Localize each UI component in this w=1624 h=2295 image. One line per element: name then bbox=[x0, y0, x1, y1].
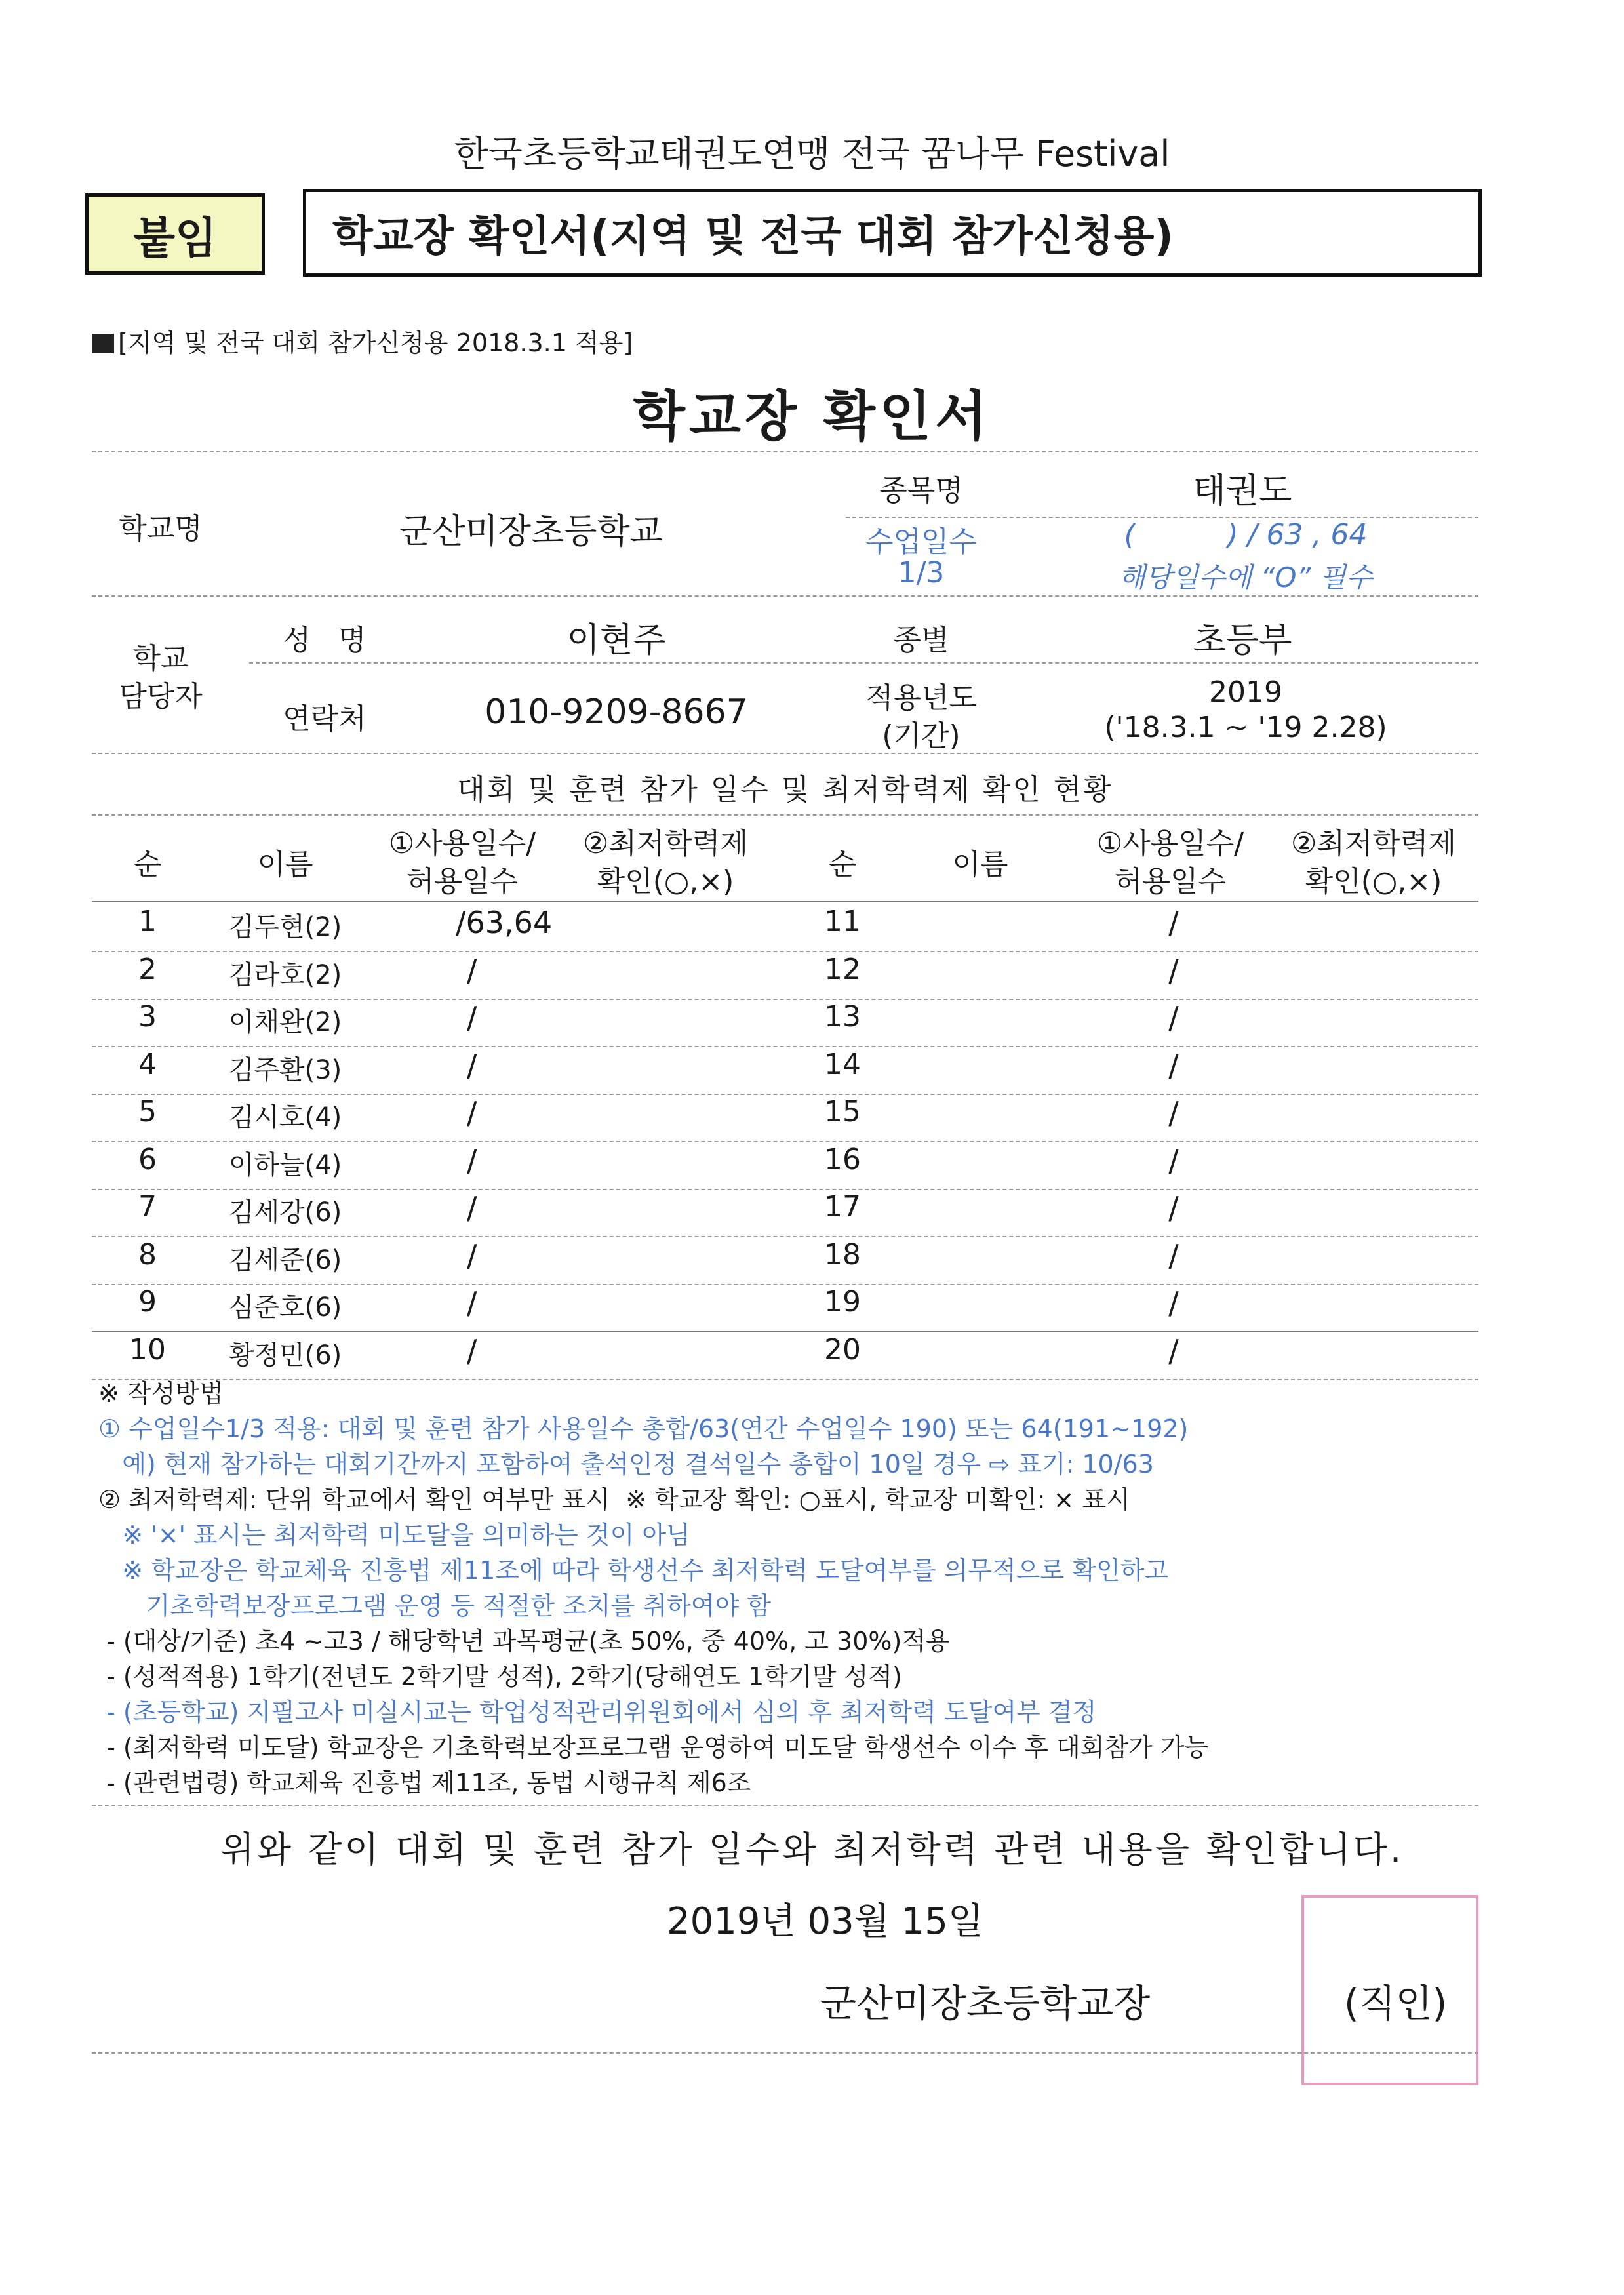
row-days: / bbox=[1168, 1285, 1179, 1321]
application-note bbox=[92, 323, 633, 359]
row-days: / bbox=[1168, 905, 1179, 940]
class-days-fraction: 1/3 bbox=[898, 556, 945, 589]
row-days: /63,64 bbox=[456, 905, 553, 940]
instruction-line: 기초학력보장프로그램 운영 등 적절한 조치를 취하여야 함 bbox=[98, 1591, 771, 1620]
row-days: / bbox=[1168, 1000, 1179, 1035]
row-days: / bbox=[1168, 1237, 1179, 1273]
col-header-name-right: 이름 bbox=[952, 848, 1008, 881]
row-number: 19 bbox=[824, 1285, 861, 1319]
row-days: / bbox=[467, 1237, 477, 1273]
school-value: 군산미장초등학교 bbox=[399, 512, 663, 551]
row-days: / bbox=[1168, 1047, 1179, 1083]
event-value: 태권도 bbox=[1193, 471, 1292, 511]
staff-label-2: 담당자 bbox=[119, 680, 203, 713]
row-days: / bbox=[467, 1190, 477, 1226]
application-note-text: [지역 및 전국 대회 참가신청용 2018.3.1 적용] bbox=[118, 329, 633, 357]
divider bbox=[92, 814, 1478, 816]
row-number: 8 bbox=[138, 1237, 157, 1271]
event-label: 종목명 bbox=[879, 474, 963, 508]
row-number: 18 bbox=[824, 1237, 861, 1271]
divider bbox=[92, 901, 1478, 902]
divider bbox=[249, 662, 1478, 664]
year-value: 2019 bbox=[1209, 675, 1282, 709]
row-name: 김세준(6) bbox=[228, 1245, 342, 1275]
divider bbox=[92, 1805, 1478, 1806]
col-header-days-right: ①사용일수/ bbox=[1096, 827, 1244, 860]
row-name: 김두현(2) bbox=[228, 912, 342, 942]
instruction-line: - (성적적용) 1학기(전년도 2학기말 성적), 2학기(당해연도 1학기말 성적) bbox=[98, 1662, 902, 1691]
row-days: / bbox=[1168, 1142, 1179, 1178]
row-number: 12 bbox=[824, 952, 861, 986]
instructions-heading: ※ 작성방법 bbox=[98, 1379, 224, 1408]
row-number: 2 bbox=[138, 952, 157, 986]
col-header-check-sub: 확인(○,×) bbox=[597, 865, 734, 898]
confirm-date: 2019년 03월 15일 bbox=[667, 1900, 983, 1943]
table-caption: 대회 및 훈련 참가 일수 및 최저학력제 확인 현황 bbox=[457, 773, 1113, 807]
row-number: 1 bbox=[138, 905, 157, 938]
row-name: 김시호(4) bbox=[228, 1102, 342, 1132]
row-days: / bbox=[1168, 1190, 1179, 1226]
school-label: 학교명 bbox=[119, 512, 203, 546]
divider bbox=[92, 451, 1478, 452]
col-header-days-sub-right: 허용일수 bbox=[1114, 865, 1226, 898]
col-header-name: 이름 bbox=[257, 848, 313, 881]
category-value: 초등부 bbox=[1193, 621, 1292, 660]
row-days: / bbox=[467, 1000, 477, 1035]
instruction-line: - (대상/기준) 초4 ~고3 / 해당학년 과목평균(초 50%, 중 40%, 고 30%)적용 bbox=[98, 1627, 950, 1656]
row-days: / bbox=[467, 952, 477, 988]
period-value: ('18.3.1 ~ '19 2.28) bbox=[1104, 711, 1387, 744]
square-bullet-icon bbox=[92, 334, 114, 353]
row-number: 5 bbox=[138, 1095, 157, 1128]
category-label: 종별 bbox=[893, 624, 949, 657]
staff-label-1: 학교 bbox=[132, 642, 189, 675]
col-header-check-sub-right: 확인(○,×) bbox=[1305, 865, 1442, 898]
row-name: 김주환(3) bbox=[228, 1054, 342, 1085]
row-number: 13 bbox=[824, 1000, 861, 1033]
instruction-line: - (초등학교) 지필고사 미실시교는 학업성적관리위원회에서 심의 후 최저학력 도달여부 결정 bbox=[98, 1698, 1097, 1726]
festival-header: 한국초등학교태권도연맹 전국 꿈나무 Festival bbox=[454, 133, 1170, 174]
row-number: 10 bbox=[129, 1332, 166, 1367]
year-label: 적용년도 bbox=[865, 681, 977, 715]
instruction-line: - (관련법령) 학교체육 진흥법 제11조, 동법 시행규칙 제6조 bbox=[98, 1768, 751, 1797]
col-header-no-right: 순 bbox=[828, 848, 857, 881]
principal-name: 군산미장초등학교장 bbox=[820, 1981, 1151, 2026]
instruction-line: ※ '×' 표시는 최저학력 미도달을 의미하는 것이 아님 bbox=[98, 1521, 690, 1549]
row-name: 이하늘(4) bbox=[228, 1149, 342, 1180]
contact-value: 010-9209-8667 bbox=[485, 692, 748, 732]
col-header-days: ①사용일수/ bbox=[388, 827, 536, 860]
instruction-line: ① 수업일수1/3 적용: 대회 및 훈련 참가 사용일수 총합/63(연간 수업일수 190) 또는 64(191~192) bbox=[98, 1414, 1189, 1443]
row-name: 황정민(6) bbox=[228, 1340, 342, 1370]
class-days-label: 수업일수 bbox=[865, 525, 977, 559]
row-days: / bbox=[1168, 1095, 1179, 1130]
document-title-box bbox=[303, 189, 1482, 277]
instruction-line: - (최저학력 미도달) 학교장은 기초학력보장프로그램 운영하여 미도달 학생선수 이수 후 대회참가 가능 bbox=[98, 1733, 1209, 1762]
col-header-check: ②최저학력제 bbox=[583, 827, 748, 860]
row-name: 이채완(2) bbox=[228, 1007, 342, 1037]
instruction-line: 예) 현재 참가하는 대회기간까지 포함하여 출석인정 결석일수 총합이 10일 경우 ⇨ 표기: 10/63 bbox=[98, 1450, 1154, 1479]
row-name: 김라호(2) bbox=[228, 959, 342, 990]
row-days: / bbox=[1168, 952, 1179, 988]
row-number: 9 bbox=[138, 1285, 157, 1319]
row-days: / bbox=[467, 1095, 477, 1130]
col-header-no: 순 bbox=[133, 848, 162, 881]
row-name: 심준호(6) bbox=[228, 1292, 342, 1323]
page-title: 학교장 확인서 bbox=[633, 386, 991, 448]
instruction-line: ※ 학교장은 학교체육 진흥법 제11조에 따라 학생선수 최저학력 도달여부를 의무적으로 확인하고 bbox=[98, 1556, 1169, 1585]
row-days: / bbox=[467, 1332, 477, 1368]
attach-label bbox=[85, 193, 265, 275]
instructions bbox=[98, 1376, 1508, 1801]
row-number: 17 bbox=[824, 1190, 861, 1224]
row-days: / bbox=[467, 1047, 477, 1083]
row-days: / bbox=[467, 1142, 477, 1178]
col-header-days-sub: 허용일수 bbox=[406, 865, 518, 898]
row-number: 7 bbox=[138, 1190, 157, 1224]
row-number: 11 bbox=[824, 905, 861, 938]
row-name: 김세강(6) bbox=[228, 1197, 342, 1227]
divider bbox=[92, 753, 1478, 754]
name-label: 성 명 bbox=[283, 624, 366, 657]
row-number: 6 bbox=[138, 1142, 157, 1176]
attach-label-text: 붙임 bbox=[133, 212, 217, 264]
row-days: / bbox=[467, 1285, 477, 1321]
row-number: 16 bbox=[824, 1142, 861, 1176]
row-number: 15 bbox=[824, 1095, 861, 1128]
row-days: / bbox=[1168, 1332, 1179, 1368]
seal-label: (직인) bbox=[1344, 1981, 1448, 2026]
row-number: 20 bbox=[824, 1332, 861, 1367]
class-days-value: ( ) / 63 , 64 bbox=[1124, 518, 1368, 551]
col-header-check-right: ②최저학력제 bbox=[1291, 827, 1456, 860]
divider bbox=[92, 2052, 1478, 2054]
row-number: 3 bbox=[138, 1000, 157, 1033]
contact-label: 연락처 bbox=[283, 702, 366, 736]
instruction-line: ② 최저학력제: 단위 학교에서 확인 여부만 표시 ※ 학교장 확인: ○표시, 학교장 미확인: × 표시 bbox=[98, 1485, 1130, 1514]
confirm-statement: 위와 같이 대회 및 훈련 참가 일수와 최저학력 관련 내용을 확인합니다. bbox=[220, 1829, 1404, 1870]
divider bbox=[92, 595, 1478, 597]
name-value: 이현주 bbox=[566, 621, 666, 660]
row-number: 4 bbox=[138, 1047, 157, 1081]
row-number: 14 bbox=[824, 1047, 861, 1081]
period-label: (기간) bbox=[882, 719, 961, 753]
document-title-box-text: 학교장 확인서(지역 및 전국 대회 참가신청용) bbox=[332, 212, 1174, 261]
class-days-note: 해당일수에 “O” 필수 bbox=[1119, 561, 1373, 593]
